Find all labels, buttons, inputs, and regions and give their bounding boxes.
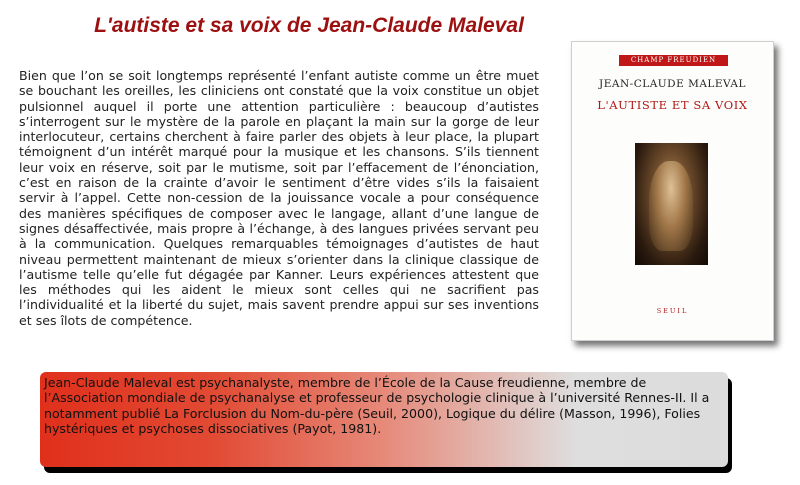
crouching-figure-image (649, 161, 693, 251)
book-description: Bien que l’on se soit longtemps représenté l’enfant autiste comme un être muet se bouchant les oreilles, les cliniciens ont constaté que la voix constitue un objet pulsionnel auquel il porte une attention particulière : beaucoup d’autistes s’interrogent sur le mystère de la parole en plaçant la main sur la gorge de leur interlocuteur, certains cherchent à faire parler des objets à leur place, la plupart témoignent d’un intérêt marqué pour la musique et les chansons. S’ils tiennent leur voix en réserve, soit par le mutisme, soit par l’effacement de l’énonciation, c’est en raison de la crainte d’avoir le sentiment d’être vides s’ils la faisaient servir à l’appel. Cette non-cession de la jouissance vocale a pour conséquence des manières spécifiques de composer avec le langage, allant d’une langue de signes désaffectivée, mais propre à l’échange, à des langues privées servant peu à la communication. Quelques remarquables témoignages d’autistes de haut niveau permettent maintenant de mieux s’orienter dans la clinique classique de l’autisme telle qu’elle fut dégagée par Kanner. Leurs expériences attestent que les méthodes qui les aident le mieux sont celles qui ne sacrifient pas l’individualité et la liberté du sujet, mais savent prendre appui sur ses inventions et ses îlots de compétence. (19, 68, 539, 328)
cover-title: L'AUTISTE ET SA VOIX (597, 98, 748, 112)
cover-series-label: CHAMP FREUDIEN (619, 55, 728, 66)
cover-publisher: SEUIL (656, 307, 689, 315)
page-title: L'autiste et sa voix de Jean-Claude Maleval (94, 14, 524, 37)
cover-illustration (635, 143, 708, 265)
cover-author: JEAN-CLAUDE MALEVAL (599, 78, 746, 90)
book-cover (571, 41, 774, 341)
author-bio: Jean-Claude Maleval est psychanalyste, membre de l’École de la Cause freudienne, membre de l’Association mondiale de psychanalyse et professeur de psychologie clinique à l’université Rennes-II. Il a notamment publié La Forclusion du Nom-du-père (Seuil, 2000), Logique du délire (Masson, 1996), Folies hystériques et psychoses dissociatives (Payot, 1981). (40, 372, 728, 467)
